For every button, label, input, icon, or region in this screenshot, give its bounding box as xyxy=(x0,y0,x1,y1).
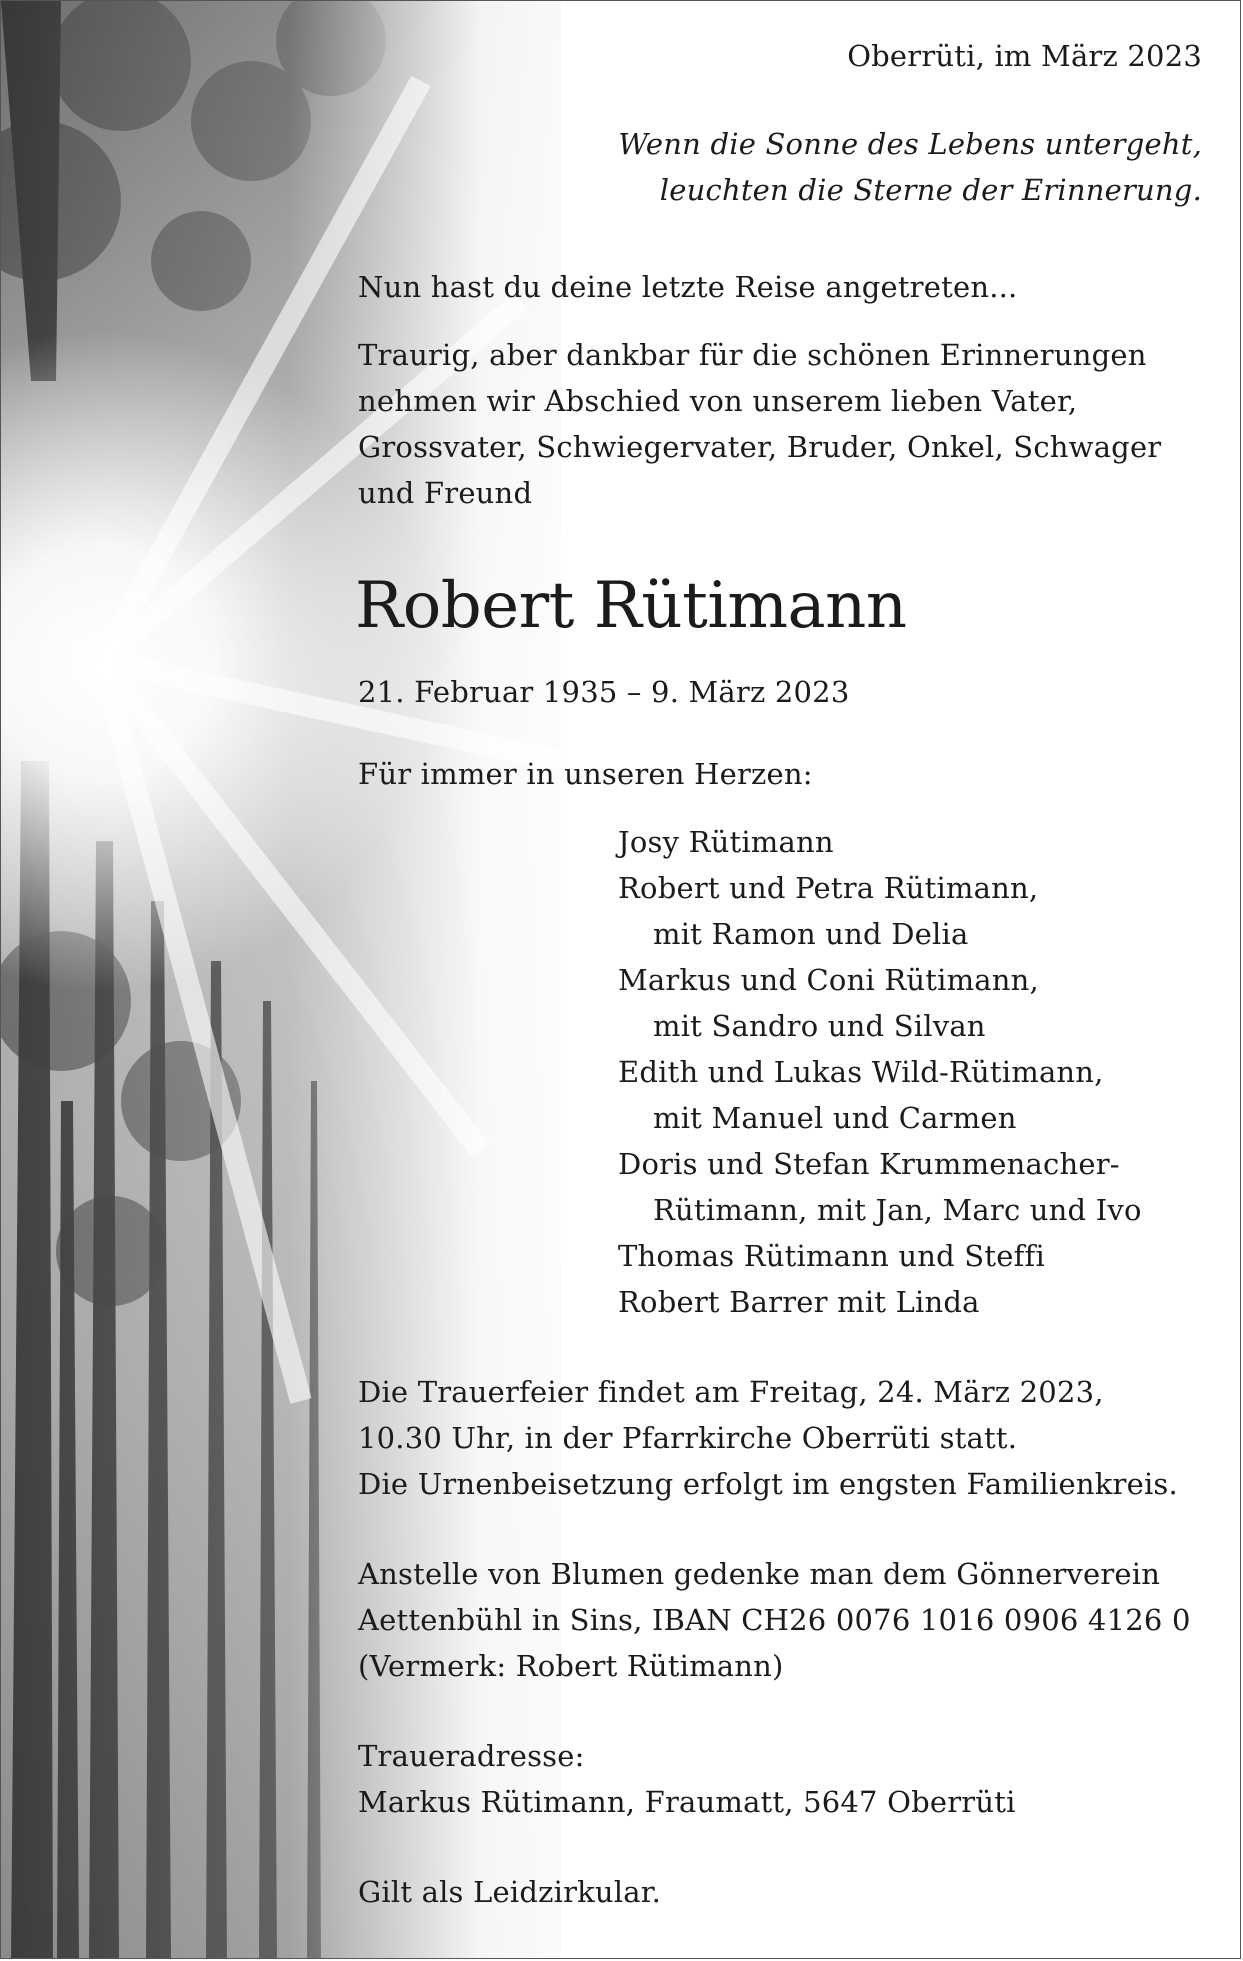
donation-line-2: Aettenbühl in Sins, IBAN CH26 0076 1016 0906 4126 0 xyxy=(358,1603,1191,1637)
mourner-line: Thomas Rütimann und Steffi xyxy=(618,1239,1045,1273)
donation-line-1: Anstelle von Blumen gedenke man dem Gönnerverein xyxy=(358,1557,1161,1591)
donation-line-3: (Vermerk: Robert Rütimann) xyxy=(358,1649,784,1683)
closing-note: Gilt als Leidzirkular. xyxy=(358,1875,662,1909)
mourner-line: Josy Rütimann xyxy=(618,825,834,859)
mourner-line: Robert Barrer mit Linda xyxy=(618,1285,980,1319)
mourner-line: Doris und Stefan Krummenacher- xyxy=(618,1147,1120,1181)
farewell-line-4: und Freund xyxy=(358,476,533,510)
intro-text: Nun hast du deine letzte Reise angetreten... xyxy=(358,270,1018,304)
farewell-line-1: Traurig, aber dankbar für die schönen Erinnerungen xyxy=(358,338,1147,372)
deceased-name: Robert Rütimann xyxy=(355,569,907,643)
mourner-line: Rütimann, mit Jan, Marc und Ivo xyxy=(653,1193,1142,1227)
place-date: Oberrüti, im März 2023 xyxy=(847,39,1202,73)
farewell-line-3: Grossvater, Schwiegervater, Bruder, Onkel, Schwager xyxy=(358,430,1162,464)
mourner-line: Markus und Coni Rütimann, xyxy=(618,963,1039,997)
motto-line-1: Wenn die Sonne des Lebens untergeht, xyxy=(618,127,1202,161)
mourner-line: Edith und Lukas Wild-Rütimann, xyxy=(618,1055,1104,1089)
ceremony-line-3: Die Urnenbeisetzung erfolgt im engsten Familienkreis. xyxy=(358,1467,1178,1501)
obituary-text xyxy=(1,1,1241,1959)
mourner-line: Robert und Petra Rütimann, xyxy=(618,871,1039,905)
mourners-heading: Für immer in unseren Herzen: xyxy=(358,757,813,791)
mourner-line: mit Ramon und Delia xyxy=(653,917,969,951)
mourner-line: mit Sandro und Silvan xyxy=(653,1009,986,1043)
ceremony-line-2: 10.30 Uhr, in der Pfarrkirche Oberrüti statt. xyxy=(358,1421,1018,1455)
farewell-line-2: nehmen wir Abschied von unserem lieben Vater, xyxy=(358,384,1078,418)
life-dates: 21. Februar 1935 – 9. März 2023 xyxy=(358,675,850,709)
mourner-line: mit Manuel und Carmen xyxy=(653,1101,1017,1135)
motto-line-2: leuchten die Sterne der Erinnerung. xyxy=(659,173,1202,207)
address-label: Traueradresse: xyxy=(358,1739,585,1773)
ceremony-line-1: Die Trauerfeier findet am Freitag, 24. März 2023, xyxy=(358,1375,1104,1409)
address-text: Markus Rütimann, Fraumatt, 5647 Oberrüti xyxy=(358,1785,1016,1819)
